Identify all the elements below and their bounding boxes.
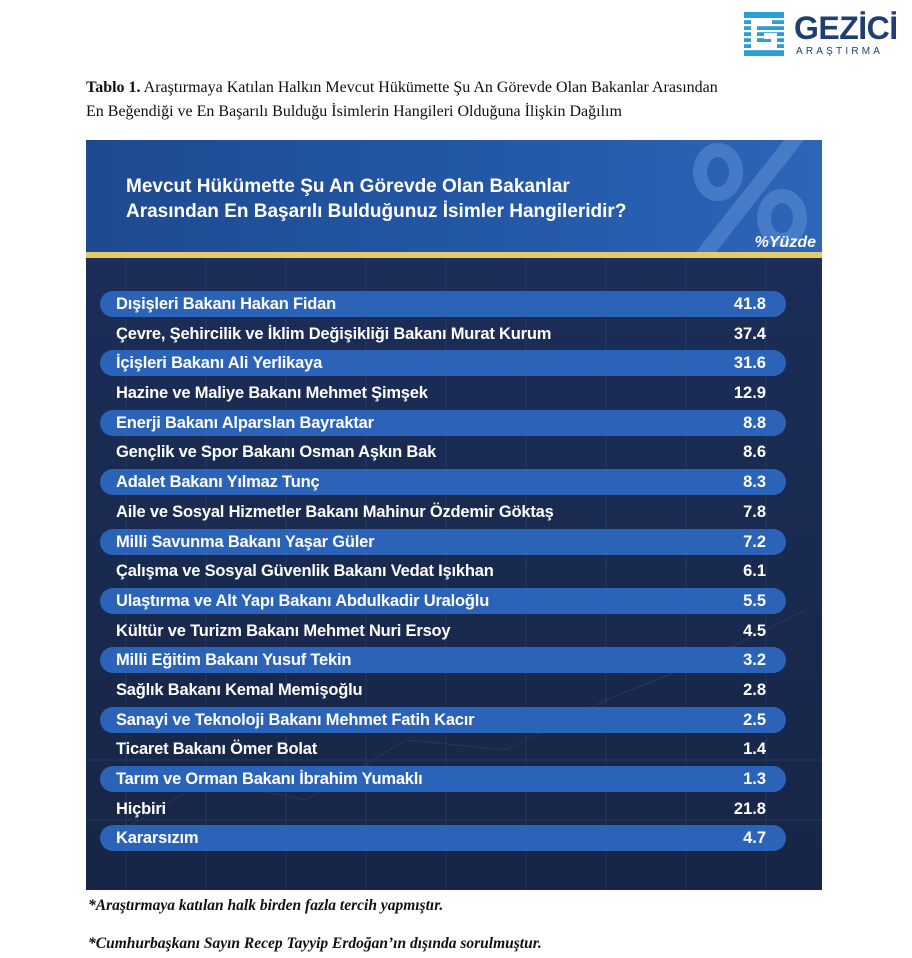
row-value: 5.5 xyxy=(743,591,766,610)
row-label: Adalet Bakanı Yılmaz Tunç xyxy=(116,473,320,492)
row-value: 7.2 xyxy=(743,532,766,551)
logo-name: GEZİCİ xyxy=(794,10,898,46)
row-value: 37.4 xyxy=(733,324,766,343)
results-table xyxy=(100,290,788,854)
row-label: Çalışma ve Sosyal Güvenlik Bakanı Vedat Işıkhan xyxy=(116,562,494,581)
chart-title-line1: Mevcut Hükümette Şu An Görevde Olan Bakanlar xyxy=(126,176,570,197)
results-panel xyxy=(86,140,822,890)
table-row xyxy=(100,349,788,379)
footnote-2: *Cumhurbaşkanı Sayın Recep Tayyip Erdoğan’ın dışında sorulmuştur. xyxy=(88,935,542,952)
table-row xyxy=(100,557,788,587)
unit-label: %Yüzde xyxy=(754,234,816,251)
table-row xyxy=(100,468,788,498)
row-label: Sanayi ve Teknoloji Bakanı Mehmet Fatih Kacır xyxy=(116,710,475,729)
table-row xyxy=(100,290,788,320)
row-value: 12.9 xyxy=(733,384,766,403)
table-row xyxy=(100,735,788,765)
table-row xyxy=(100,646,788,676)
row-label: Gençlik ve Spor Bakanı Osman Aşkın Bak xyxy=(116,443,437,462)
header-stripe xyxy=(86,252,822,258)
row-value: 6.1 xyxy=(743,562,766,581)
row-value: 8.8 xyxy=(743,413,766,432)
caption-line2: En Beğendiği ve En Başarılı Bulduğu İsimlerin Hangileri Olduğuna İlişkin Dağılım xyxy=(86,103,622,120)
row-label: Dışişleri Bakanı Hakan Fidan xyxy=(116,295,336,313)
table-row xyxy=(100,528,788,558)
row-value: 7.8 xyxy=(743,502,766,521)
row-label: Hazine ve Maliye Bakanı Mehmet Şimşek xyxy=(116,384,428,403)
footnote-1: *Araştırmaya katılan halk birden fazla tercih yapmıştır. xyxy=(88,897,444,914)
row-label: Kültür ve Turizm Bakanı Mehmet Nuri Ersoy xyxy=(116,621,451,640)
caption-prefix: Tablo 1. xyxy=(86,79,141,96)
chart-header xyxy=(86,140,822,252)
table-row xyxy=(100,765,788,795)
row-label: Tarım ve Orman Bakanı İbrahim Yumaklı xyxy=(116,770,423,788)
table-row xyxy=(100,824,788,854)
row-label: İçişleri Bakanı Ali Yerlikaya xyxy=(116,354,323,373)
row-label: Milli Eğitim Bakanı Yusuf Tekin xyxy=(116,651,352,670)
row-label: Kararsızım xyxy=(116,829,199,848)
table-row xyxy=(100,409,788,439)
row-label: Milli Savunma Bakanı Yaşar Güler xyxy=(116,532,375,551)
row-value: 3.2 xyxy=(743,651,766,670)
table-caption xyxy=(86,76,846,124)
table-row xyxy=(100,617,788,647)
row-value: 4.7 xyxy=(743,829,766,848)
row-value: 31.6 xyxy=(733,354,766,373)
logo-subtitle: ARAŞTIRMA xyxy=(796,46,884,57)
row-label: Çevre, Şehircilik ve İklim Değişikliği Bakanı Murat Kurum xyxy=(116,324,552,343)
row-label: Sağlık Bakanı Kemal Memişoğlu xyxy=(116,680,363,699)
row-value: 8.3 xyxy=(743,473,766,492)
row-label: Ticaret Bakanı Ömer Bolat xyxy=(116,740,318,759)
row-value: 1.3 xyxy=(743,770,766,788)
table-row xyxy=(100,706,788,736)
row-value: 8.6 xyxy=(743,443,766,462)
table-row xyxy=(100,587,788,617)
table-row xyxy=(100,379,788,409)
row-value: 21.8 xyxy=(733,799,766,818)
row-label: Enerji Bakanı Alparslan Bayraktar xyxy=(116,413,374,432)
row-label: Ulaştırma ve Alt Yapı Bakanı Abdulkadir Uraloğlu xyxy=(116,591,490,610)
row-label: Aile ve Sosyal Hizmetler Bakanı Mahinur Özdemir Göktaş xyxy=(116,502,554,521)
table-row xyxy=(100,438,788,468)
table-row xyxy=(100,676,788,706)
table-row xyxy=(100,498,788,528)
table-row xyxy=(100,320,788,350)
chart-title-line2: Arasından En Başarılı Bulduğunuz İsimler Hangileridir? xyxy=(126,201,627,222)
row-value: 4.5 xyxy=(743,621,766,640)
row-value: 1.4 xyxy=(743,740,766,759)
caption-line1: Araştırmaya Katılan Halkın Mevcut Hükümette Şu An Görevde Olan Bakanlar Arasından xyxy=(143,79,718,96)
row-value: 41.8 xyxy=(733,295,766,313)
gezici-logo-icon xyxy=(742,10,786,58)
row-value: 2.8 xyxy=(743,680,766,699)
row-label: Hiçbiri xyxy=(116,799,166,818)
chart-title xyxy=(126,174,686,224)
row-highlight xyxy=(100,825,786,851)
row-value: 2.5 xyxy=(743,710,766,729)
brand-logo xyxy=(742,10,898,62)
table-row xyxy=(100,795,788,825)
